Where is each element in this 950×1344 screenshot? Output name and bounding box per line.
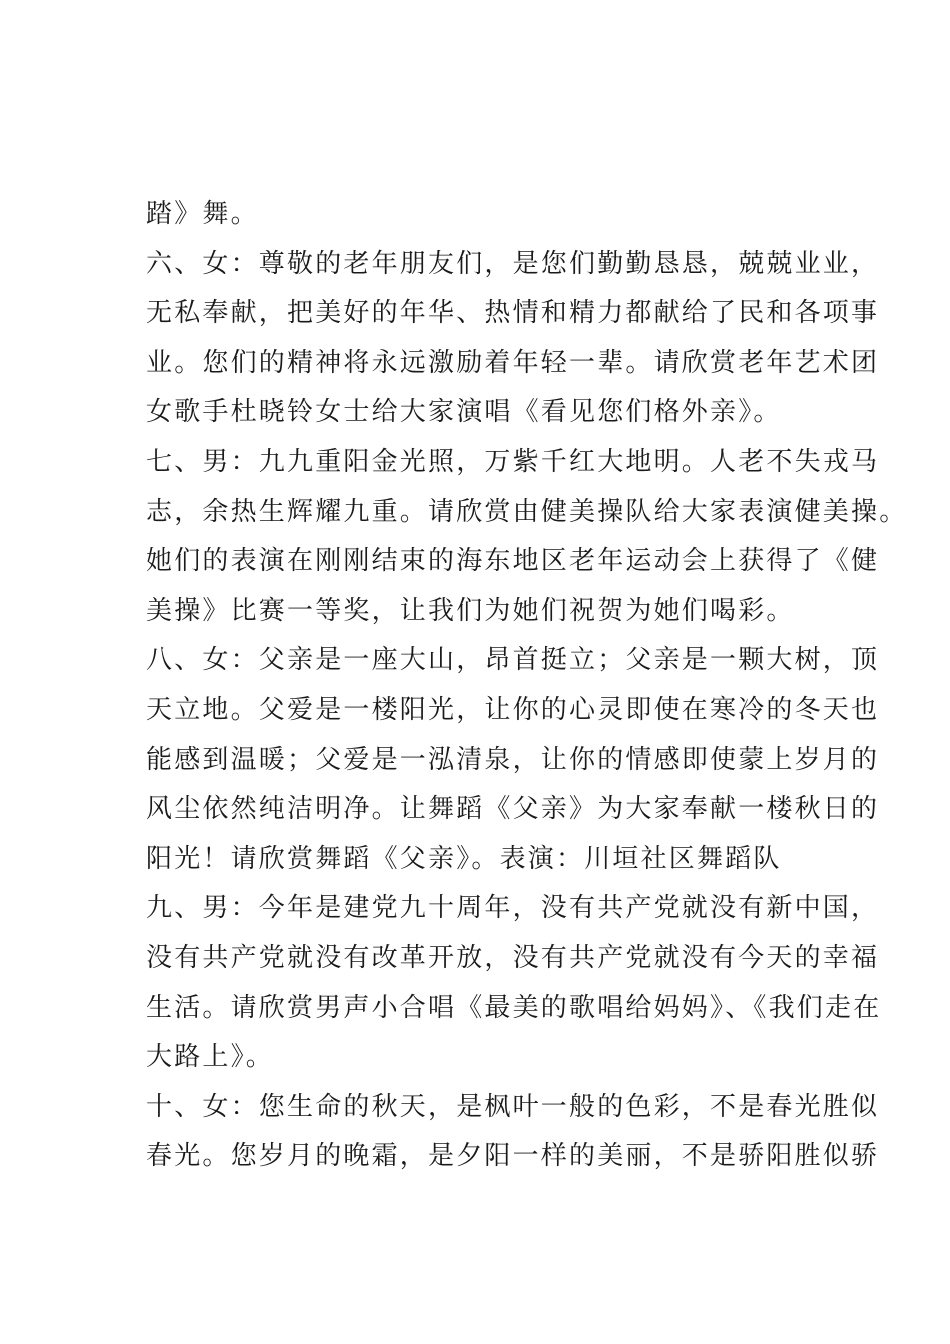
- text-line: 六、女：尊敬的老年朋友们，是您们勤勤恳恳，兢兢业业，: [146, 248, 880, 279]
- text-line: 女歌手杜晓铃女士给大家演唱《看见您们格外亲》。: [146, 397, 782, 428]
- text-line: 天立地。父爱是一楼阳光，让你的心灵即使在寒冷的冬天也: [146, 694, 880, 725]
- text-line: 美操》比赛一等奖，让我们为她们祝贺为她们喝彩。: [146, 595, 795, 626]
- text-line: 她们的表演在刚刚结束的海东地区老年运动会上获得了《健: [146, 546, 880, 577]
- text-line: 踏》舞。: [146, 199, 259, 229]
- text-line: 七、男：九九重阳金光照，万紫千红大地明。人老不失戎马: [146, 446, 880, 477]
- text-line: 无私奉献，把美好的年华、热情和精力都献给了民和各项事: [146, 298, 880, 329]
- text-line: 业。您们的精神将永远激励着年轻一辈。请欣赏老年艺术团: [146, 347, 880, 378]
- text-line: 春光。您岁月的晚霜，是夕阳一样的美丽，不是骄阳胜似骄: [146, 1141, 880, 1172]
- body-text: [146, 190, 908, 1182]
- text-line: 八、女：父亲是一座大山，昂首挺立；父亲是一颗大树，顶: [146, 645, 880, 676]
- text-line: 阳光！请欣赏舞蹈《父亲》。表演：川垣社区舞蹈队: [146, 843, 782, 874]
- text-line: 风尘依然纯洁明净。让舞蹈《父亲》为大家奉献一楼秋日的: [146, 794, 880, 825]
- text-line: 志，余热生辉耀九重。请欣赏由健美操队给大家表演健美操。: [146, 496, 908, 527]
- text-line: 生活。请欣赏男声小合唱《最美的歌唱给妈妈》、《我们走在: [146, 992, 882, 1023]
- text-line: 九、男：今年是建党九十周年，没有共产党就没有新中国，: [146, 893, 880, 924]
- text-line: 能感到温暖；父爱是一泓清泉，让你的情感即使蒙上岁月的: [146, 744, 880, 775]
- text-line: 没有共产党就没有改革开放，没有共产党就没有今天的幸福: [146, 942, 880, 973]
- text-line: 大路上》。: [146, 1042, 275, 1073]
- text-line: 十、女：您生命的秋天，是枫叶一般的色彩，不是春光胜似: [146, 1091, 880, 1122]
